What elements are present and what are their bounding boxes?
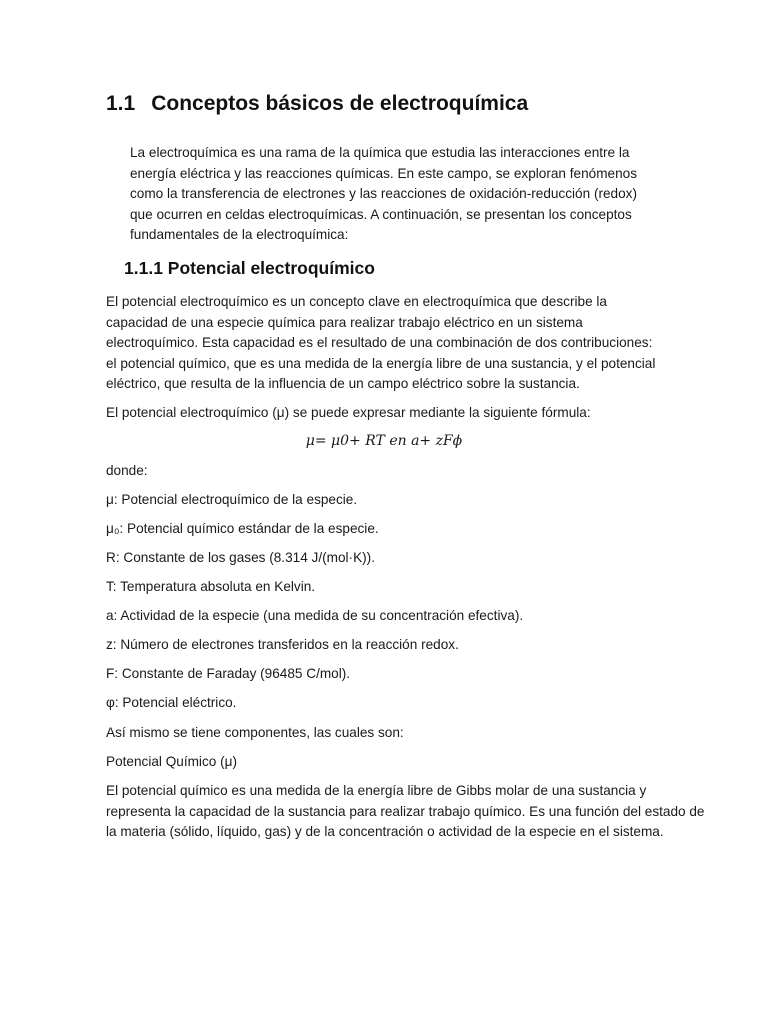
paragraph-line: la materia (sólido, líquido, gas) y de la concentración o actividad de la especie en el sistema.: [106, 824, 664, 840]
donde-label: donde:: [106, 463, 148, 478]
definition-a: a: Actividad de la especie (una medida de su concentración efectiva).: [106, 608, 524, 623]
definition-r: R: Constante de los gases (8.314 J/(mol·K)).: [106, 550, 375, 565]
paragraph-line: El potencial electroquímico es un concepto clave en electroquímica que describe la: [106, 294, 607, 309]
subsection-heading: 1.1.1 Potencial electroquímico: [124, 258, 375, 278]
intro-line: como la transferencia de electrones y las reacciones de oxidación-reducción (redox): [130, 186, 638, 202]
section-heading: [106, 92, 528, 116]
paragraph-line: eléctrico, que resulta de la influencia de un campo eléctrico sobre la sustancia.: [106, 376, 580, 392]
paragraph-line: representa la capacidad de la sustancia para realizar trabajo químico. Es una función del estado de: [106, 803, 705, 819]
section-title: Conceptos básicos de electroquímica: [151, 92, 529, 115]
definition-z: z: Número de electrones transferidos en la reacción redox.: [106, 637, 459, 652]
definition-mu0: μ₀: Potencial químico estándar de la especie.: [106, 521, 379, 536]
intro-line: fundamentales de la electroquímica:: [130, 227, 349, 243]
component-title: Potencial Químico (μ): [106, 754, 237, 769]
paragraph-potencial-quimico: [106, 781, 705, 843]
electrochemical-potential-formula: μ= μ0+ RT en a+ zFϕ: [305, 433, 463, 449]
paragraph-line: el potencial químico, que es una medida de la energía libre de una sustancia, y el potencial: [106, 355, 656, 371]
components-intro: Así mismo se tiene componentes, las cuales son:: [106, 725, 404, 740]
intro-line: energía eléctrica y las reacciones químicas. En este campo, se exploran fenómenos: [130, 165, 638, 181]
section-number: 1.1: [106, 92, 136, 115]
definition-phi: φ: Potencial eléctrico.: [106, 695, 237, 710]
intro-paragraph: [130, 143, 650, 246]
formula-intro: El potencial electroquímico (μ) se puede expresar mediante la siguiente fórmula:: [106, 405, 591, 420]
paragraph-line: capacidad de una especie química para realizar trabajo eléctrico en un sistema: [106, 314, 583, 330]
paragraph-line: El potencial químico es una medida de la energía libre de Gibbs molar de una sustancia y: [106, 783, 647, 798]
intro-line: La electroquímica es una rama de la química que estudia las interacciones entre la: [130, 145, 630, 160]
intro-line: que ocurren en celdas electroquímicas. A continuación, se presentan los conceptos: [130, 206, 632, 222]
definition-f: F: Constante de Faraday (96485 C/mol).: [106, 666, 351, 681]
paragraph-potencial-electroquimico: [106, 292, 666, 395]
definition-mu: μ: Potencial electroquímico de la especie.: [106, 492, 358, 507]
paragraph-line: electroquímico. Esta capacidad es el resultado de una combinación de dos contribuciones:: [106, 335, 653, 351]
definition-t: T: Temperatura absoluta en Kelvin.: [106, 579, 316, 594]
